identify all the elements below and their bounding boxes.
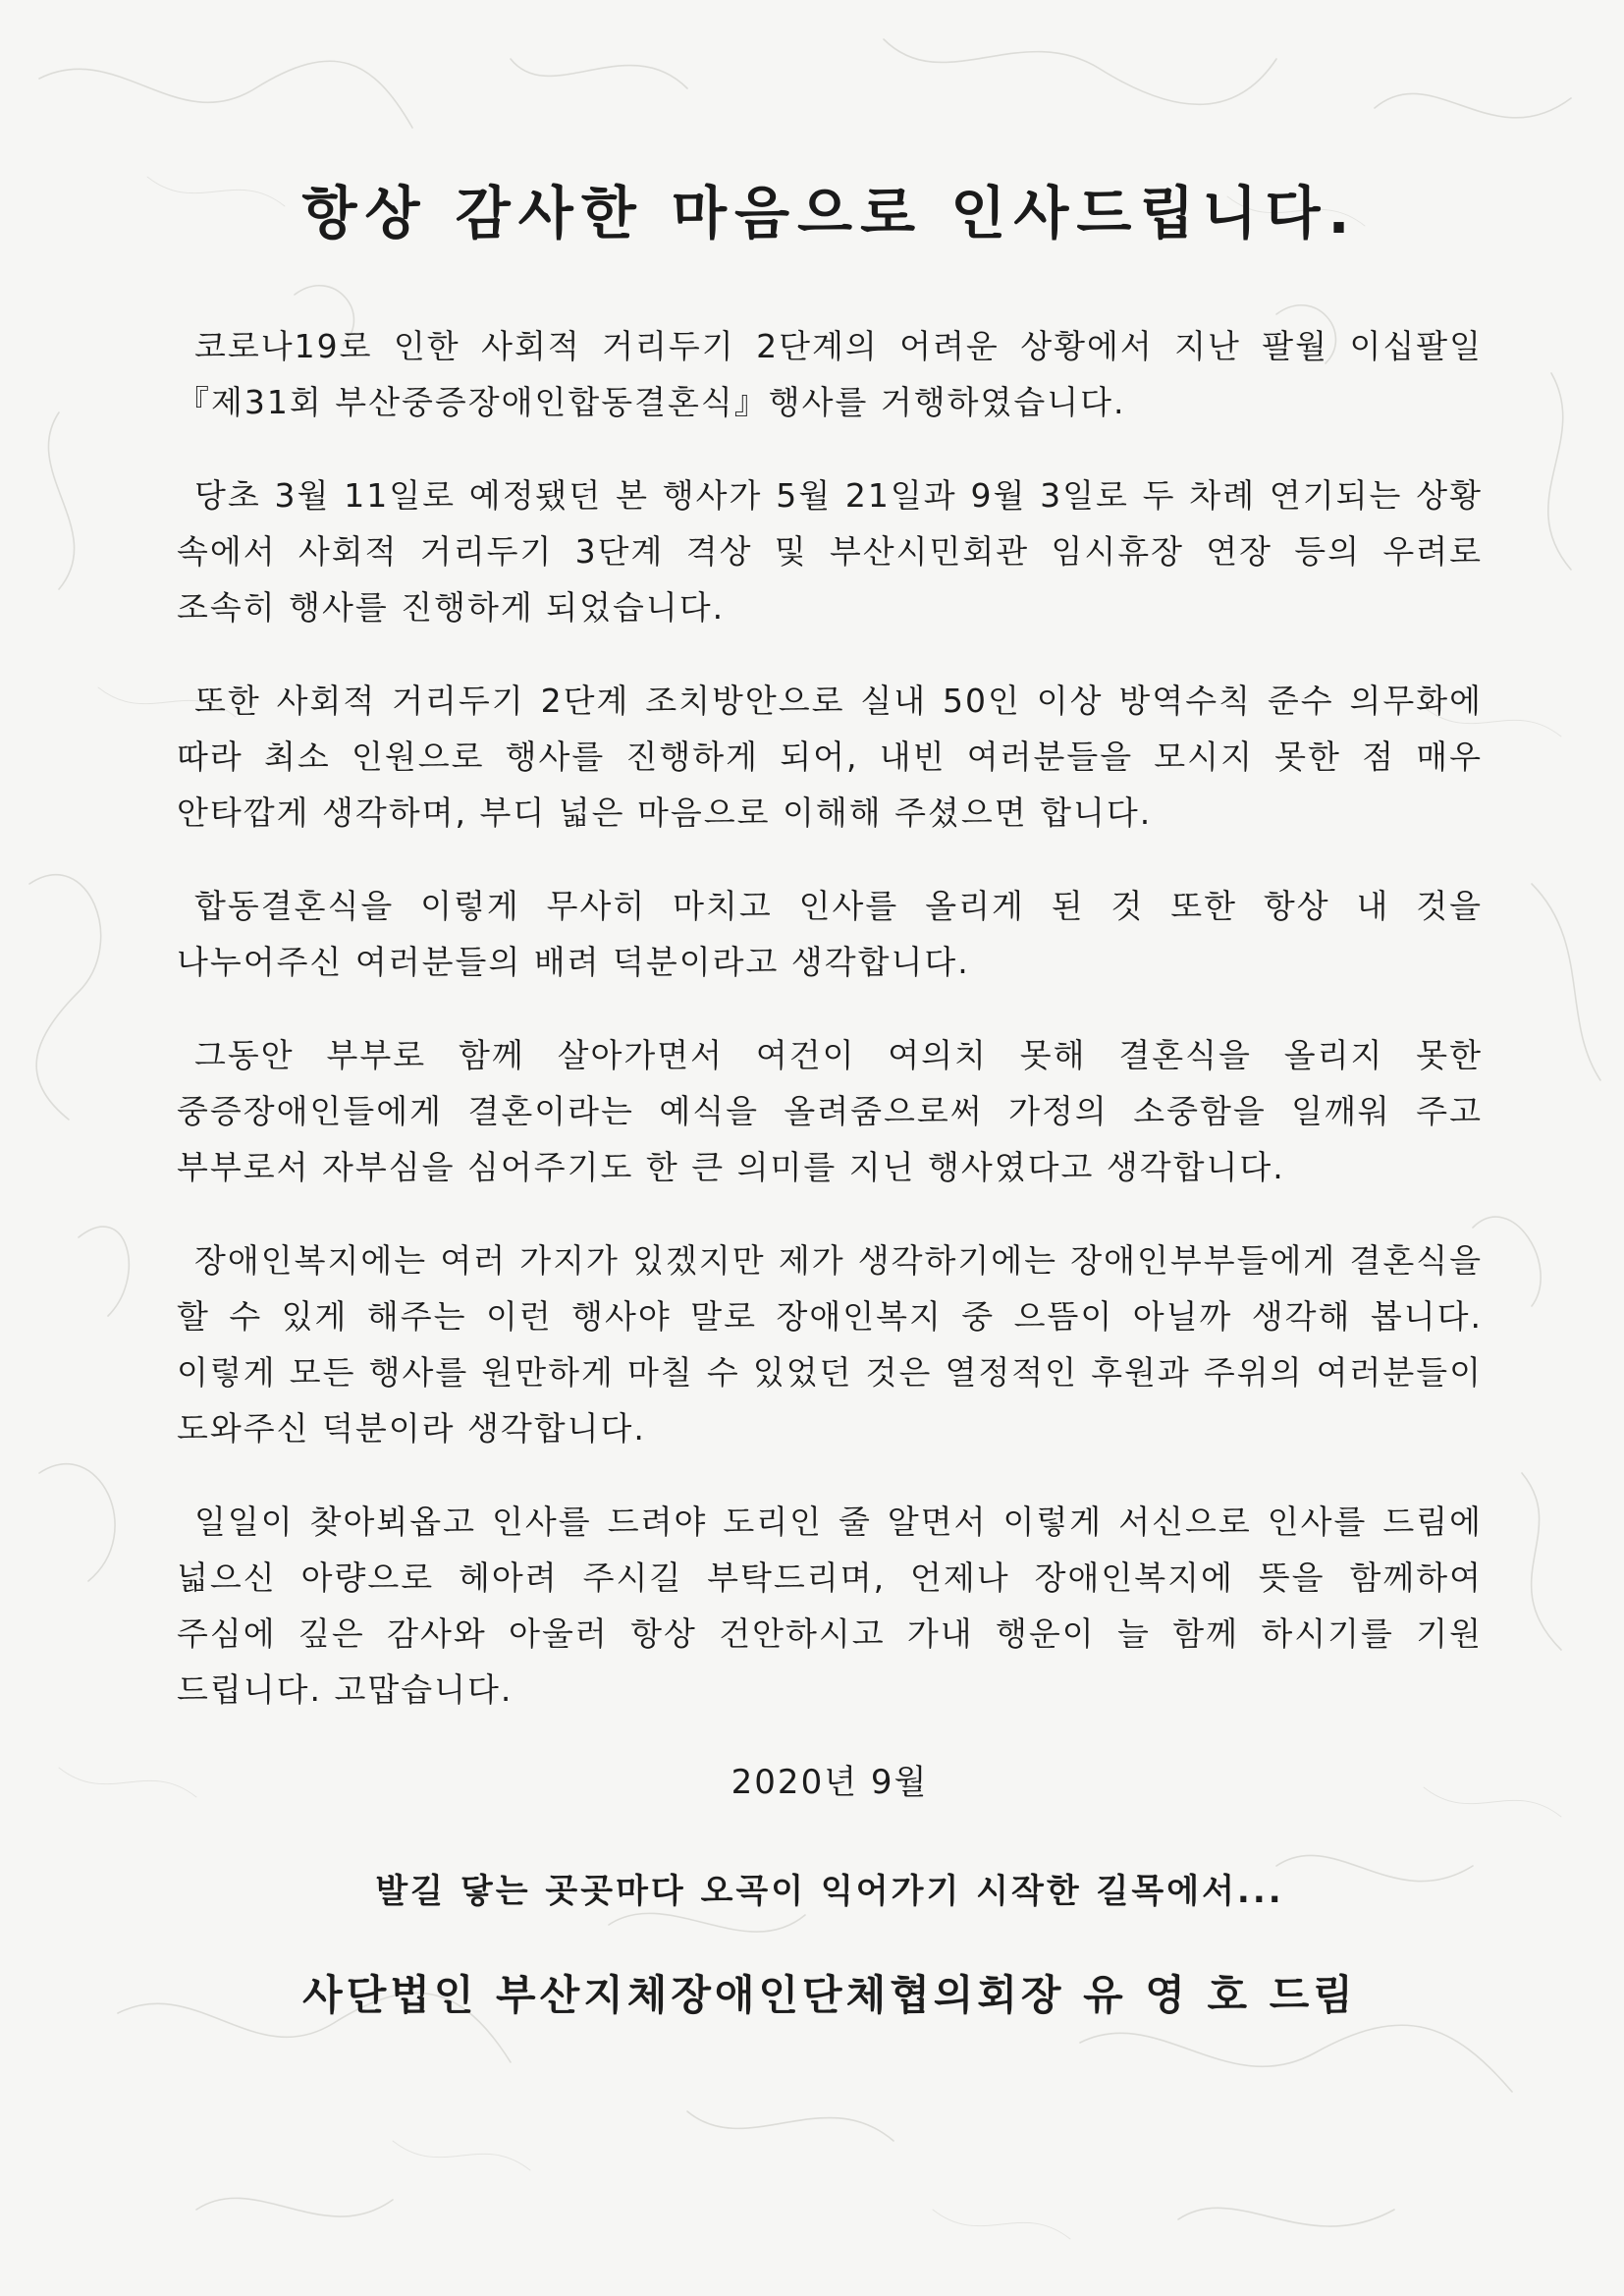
paragraph-5: 그동안 부부로 함께 살아가면서 여건이 여의치 못해 결혼식을 올리지 못한 중증장애인들에게 결혼이라는 예식을 올려줌으로써 가정의 소중함을 일깨워 주고 부부로서 자부심을 심어주기도 한 큰 의미를 지닌 행사였다고 생각합니다. xyxy=(177,1036,1483,1186)
paragraph-2: 당초 3월 11일로 예정됐던 본 행사가 5월 21일과 9월 3일로 두 차례 연기되는 상황 속에서 사회적 거리두기 3단계 격상 및 부산시민회관 임시휴장 연장 등의 우려로 조속히 행사를 진행하게 되었습니다. xyxy=(177,476,1483,627)
letter-title: 항상 감사한 마음으로 인사드립니다. xyxy=(301,180,1358,246)
paragraph-6: 장애인복지에는 여러 가지가 있겠지만 제가 생각하기에는 장애인부부들에게 결혼식을 할 수 있게 해주는 이런 행사야 말로 장애인복지 중 으뜸이 아닐까 생각해 봅니다. 이렇게 모든 행사를 원만하게 마칠 수 있었던 것은 열정적인 후원과 주위의 여러분들이 도와주신 덕분이라 생각합니다. xyxy=(177,1241,1483,1448)
letter-tagline: 발길 닿는 곳곳마다 오곡이 익어가기 시작한 길목에서... xyxy=(375,1872,1284,1911)
paragraph-7: 일일이 찾아뵈옵고 인사를 드려야 도리인 줄 알면서 이렇게 서신으로 인사를 드림에 넓으신 아량으로 헤아려 주시길 부탁드리며, 언제나 장애인복지에 뜻을 함께하여 주심에 깊은 감사와 아울러 항상 건안하시고 가내 행운이 늘 함께 하시기를 기원 드립니다. 고맙습니다. xyxy=(177,1503,1483,1709)
letter-closing xyxy=(177,1755,1483,2022)
letter-signature: 사단법인 부산지체장애인단체협의회장 유 영 호 드림 xyxy=(302,1971,1357,2019)
paragraph-1: 코로나19로 인한 사회적 거리두기 2단계의 어려운 상황에서 지난 팔월 이십팔일『제31회 부산중증장애인합동결혼식』행사를 거행하였습니다. xyxy=(177,327,1483,421)
letter-date: 2020년 9월 xyxy=(731,1763,929,1802)
letter-body xyxy=(177,167,1483,2022)
paragraph-4: 합동결혼식을 이렇게 무사히 마치고 인사를 올리게 된 것 또한 항상 내 것을 나누어주신 여러분들의 배려 덕분이라고 생각합니다. xyxy=(177,887,1483,981)
paragraph-3: 또한 사회적 거리두기 2단계 조치방안으로 실내 50인 이상 방역수칙 준수 의무화에 따라 최소 인원으로 행사를 진행하게 되어, 내빈 여러분들을 모시지 못한 점 매우 안타깝게 생각하며, 부디 넓은 마음으로 이해해 주셨으면 합니다. xyxy=(177,682,1483,832)
